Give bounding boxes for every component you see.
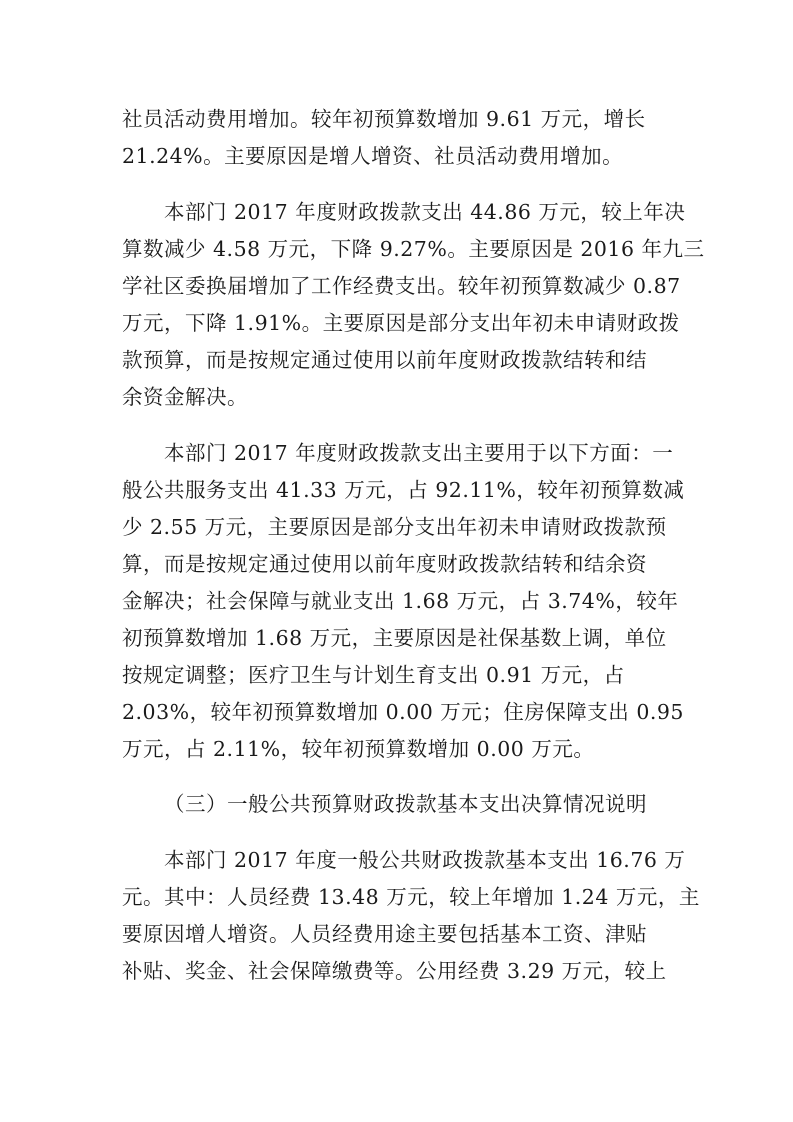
text-line: 金解决；社会保障与就业支出 1.68 万元，占 3.74%，较年: [122, 589, 679, 613]
text-line: 万元，占 2.11%，较年初预算数增加 0.00 万元。: [122, 737, 595, 761]
text-line: 按规定调整；医疗卫生与计划生育支出 0.91 万元，占: [122, 663, 625, 687]
text-line: 般公共服务支出 41.33 万元，占 92.11%，较年初预算数减: [122, 478, 685, 502]
paragraph-financial-expenditure: [122, 194, 705, 416]
text-line: 少 2.55 万元，主要原因是部分支出年初未申请财政拨款预: [122, 515, 667, 539]
paragraph-expenditure-breakdown: [122, 435, 685, 768]
text-line: 社员活动费用增加。较年初预算数增加 9.61 万元，增长: [122, 107, 646, 131]
paragraph-continuation: [122, 101, 662, 175]
text-line: 2.03%，较年初预算数增加 0.00 万元；住房保障支出 0.95: [122, 700, 684, 724]
text-line: 元。其中：人员经费 13.48 万元，较上年增加 1.24 万元，主: [122, 885, 700, 909]
text-line: 款预算，而是按规定通过使用以前年度财政拨款结转和结: [122, 348, 647, 372]
text-line: 算数减少 4.58 万元，下降 9.27%。主要原因是 2016 年九三: [122, 237, 705, 261]
text-line: 本部门 2017 年度一般公共财政拨款基本支出 16.76 万: [164, 848, 686, 872]
text-line: 本部门 2017 年度财政拨款支出主要用于以下方面：一: [164, 441, 674, 465]
text-line: 本部门 2017 年度财政拨款支出 44.86 万元，较上年决: [164, 200, 686, 224]
paragraph-basic-expenditure: [122, 842, 700, 990]
text-line: 补贴、奖金、社会保障缴费等。公用经费 3.29 万元，较上: [122, 959, 667, 983]
text-line: 要原因增人增资。人员经费用途主要包括基本工资、津贴: [122, 922, 647, 946]
text-line: 算，而是按规定通过使用以前年度财政拨款结转和结余资: [122, 552, 647, 576]
text-line: 万元，下降 1.91%。主要原因是部分支出年初未申请财政拨: [122, 311, 680, 335]
text-line: 学社区委换届增加了工作经费支出。较年初预算数减少 0.87: [122, 274, 681, 298]
section-heading: [122, 786, 662, 823]
section-heading-text: （三）一般公共预算财政拨款基本支出决算情况说明: [164, 792, 647, 816]
text-line: 余资金解决。: [122, 385, 248, 409]
text-line: 初预算数增加 1.68 万元，主要原因是社保基数上调，单位: [122, 626, 667, 650]
text-line: 21.24%。主要原因是增人增资、社员活动费用增加。: [122, 144, 624, 168]
